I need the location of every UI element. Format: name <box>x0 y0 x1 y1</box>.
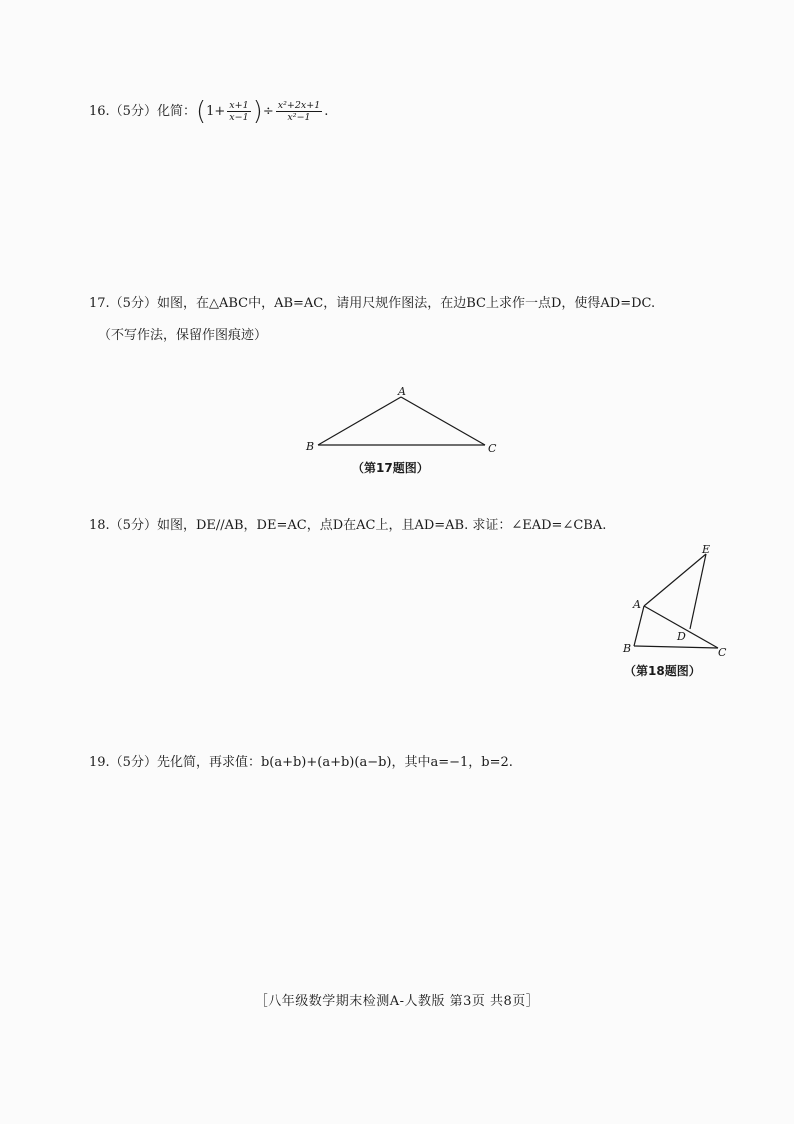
label-d: D <box>677 630 686 643</box>
label-a: A <box>633 598 641 611</box>
right-paren: ) <box>252 96 263 127</box>
left-paren: ( <box>195 96 207 127</box>
q16-prefix: 16.（5分）化简： <box>89 104 196 119</box>
q18-caption: （第18题图） <box>624 664 701 678</box>
q16-frac2-numerator: x²+2x+1 <box>277 100 321 111</box>
q17-caption: （第17题图） <box>352 461 429 475</box>
question-19-line1: 19.（5分）先化简，再求值：b(a+b)+(a+b)(a−b)，其中a=−1，b=2. <box>89 755 513 770</box>
q16-divide: ÷ <box>262 104 274 119</box>
q18-figure <box>618 540 730 660</box>
q16-frac2-denominator: x²−1 <box>287 112 311 123</box>
q16-frac1-numerator: x+1 <box>229 100 249 111</box>
page-footer: ［八年级数学期末检测A-人教版 第3页 共8页］ <box>254 994 540 1009</box>
q16-frac1-denominator: x−1 <box>229 112 249 123</box>
q16-end: . <box>324 104 329 119</box>
q16-fraction-1 <box>227 100 250 123</box>
segment-ab <box>634 606 644 646</box>
q16-one-plus: 1+ <box>206 104 226 119</box>
label-e: E <box>702 543 711 556</box>
label-b: B <box>623 642 632 655</box>
label-b: B <box>306 440 315 453</box>
segment-bc <box>634 646 718 648</box>
label-a: A <box>398 385 406 398</box>
q17-triangle-figure <box>300 382 510 460</box>
question-18-line1: 18.（5分）如图，DE//AB，DE=AC，点D在AC上，且AD=AB. 求证：∠EAD=∠CBA. <box>89 518 607 533</box>
question-17-line2: （不写作法，保留作图痕迹） <box>98 328 268 343</box>
question-17-line1: 17.（5分）如图，在△ABC中，AB=AC，请用尺规作图法，在边BC上求作一点D，使得AD=DC. <box>89 296 656 311</box>
label-c: C <box>718 646 727 659</box>
label-c: C <box>488 442 497 455</box>
segment-ac <box>401 397 485 445</box>
question-16 <box>89 96 329 127</box>
q16-fraction-2 <box>276 100 323 123</box>
segment-ab <box>318 397 401 445</box>
